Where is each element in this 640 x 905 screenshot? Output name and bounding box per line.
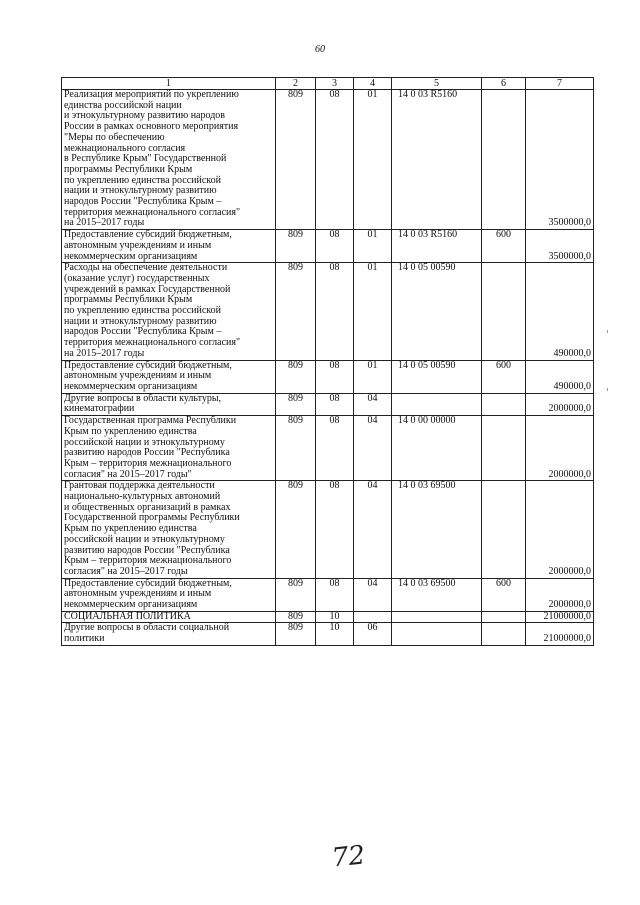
header-cell: 6 — [482, 78, 526, 90]
subsection-code: 04 — [354, 416, 392, 481]
description-line: российской нации и этнокультурному — [64, 533, 225, 545]
section-code: 08 — [316, 360, 354, 393]
description-line: национально-культурных автономий — [64, 491, 221, 503]
description-line: кинематографии — [64, 403, 135, 415]
expense-type-code: 600 — [482, 360, 526, 393]
description-line: народов России "Республика Крым – — [64, 326, 222, 338]
description-line: межнационального согласия — [64, 142, 186, 154]
expense-type-code — [482, 481, 526, 578]
description-line: на 2015–2017 годы — [64, 217, 145, 229]
description-line: Государственной программы Республики — [64, 512, 240, 524]
description-line: Грантовая поддержка деятельности — [64, 480, 215, 492]
description-line: некоммерческим организациям — [64, 380, 198, 392]
row-description — [62, 481, 276, 578]
description-line: Государственная программа Республики — [64, 415, 237, 427]
description-line: Крым – территория межнационального — [64, 457, 232, 469]
description-line: по укреплению единства российской — [64, 305, 222, 317]
description-line: России в рамках основного мероприятия — [64, 121, 239, 133]
row-description — [62, 230, 276, 263]
section-code: 08 — [316, 90, 354, 230]
description-line: развитию народов России "Республика — [64, 447, 230, 459]
description-line: программы Республики Крым — [64, 294, 193, 306]
target-article-code: 14 0 03 R5160 — [392, 230, 482, 263]
description-line: и общественных организаций в рамках — [64, 501, 231, 513]
ministry-code: 809 — [276, 578, 316, 611]
amount: 2000000,0 — [526, 416, 594, 481]
ministry-code: 809 — [276, 623, 316, 645]
target-article-code — [392, 393, 482, 415]
target-article-code: 14 0 05 00590 — [392, 263, 482, 360]
subsection-code — [354, 611, 392, 623]
description-line: единства российской нации — [64, 99, 182, 111]
subsection-code: 01 — [354, 230, 392, 263]
description-line: Предоставление субсидий бюджетным, — [64, 577, 232, 589]
section-code: 10 — [316, 623, 354, 645]
margin-mark — [607, 388, 608, 391]
amount: 2000000,0 — [526, 578, 594, 611]
description-line: на 2015–2017 годы — [64, 347, 145, 359]
ministry-code: 809 — [276, 481, 316, 578]
description-line: Предоставление субсидий бюджетным, — [64, 359, 232, 371]
table-row — [62, 90, 594, 230]
header-cell: 2 — [276, 78, 316, 90]
description-line: и этнокультурному развитию народов — [64, 110, 226, 122]
section-code: 08 — [316, 481, 354, 578]
description-line: нации и этнокультурному развитию — [64, 185, 217, 197]
section-code: 08 — [316, 263, 354, 360]
table-row — [62, 578, 594, 611]
row-description — [62, 611, 276, 623]
ministry-code: 809 — [276, 263, 316, 360]
description-line: автономным учреждениям и иным — [64, 239, 212, 251]
handwritten-page-number: 72 — [330, 840, 367, 874]
description-line: (оказание услуг) государственных — [64, 272, 210, 284]
header-cell: 5 — [392, 78, 482, 90]
description-line: Другие вопросы в области культуры, — [64, 392, 222, 404]
row-description — [62, 393, 276, 415]
description-line: народов России "Республика Крым – — [64, 196, 222, 208]
page-number: 60 — [315, 44, 325, 55]
expense-type-code — [482, 263, 526, 360]
description-line: некоммерческим организациям — [64, 599, 198, 611]
description-line: согласия" на 2015–2017 годы — [64, 565, 188, 577]
amount: 490000,0 — [526, 360, 594, 393]
description-line: в Республике Крым" Государственной — [64, 153, 227, 165]
expense-type-code — [482, 611, 526, 623]
table-row — [62, 481, 594, 578]
description-line: программы Республики Крым — [64, 163, 193, 175]
table-row — [62, 230, 594, 263]
description-line: по укреплению единства российской — [64, 174, 222, 186]
ministry-code: 809 — [276, 416, 316, 481]
ministry-code: 809 — [276, 230, 316, 263]
description-line: Крым – территория межнационального — [64, 555, 232, 567]
amount: 490000,0 — [526, 263, 594, 360]
expense-type-code — [482, 90, 526, 230]
row-description — [62, 623, 276, 645]
description-line: территория межнационального согласия" — [64, 337, 241, 349]
ministry-code: 809 — [276, 90, 316, 230]
table-row — [62, 416, 594, 481]
header-cell: 7 — [526, 78, 594, 90]
description-line: Крым по укреплению единства — [64, 523, 197, 535]
description-line: учреждений в рамках Государственной — [64, 283, 231, 295]
subsection-code: 06 — [354, 623, 392, 645]
target-article-code — [392, 623, 482, 645]
ministry-code: 809 — [276, 393, 316, 415]
section-code: 08 — [316, 578, 354, 611]
description-line: Предоставление субсидий бюджетным, — [64, 229, 232, 241]
description-line: Реализация мероприятий по укреплению — [64, 89, 239, 100]
row-description — [62, 360, 276, 393]
table-row — [62, 623, 594, 645]
description-line: территория межнационального согласия" — [64, 206, 241, 218]
target-article-code: 14 0 00 00000 — [392, 416, 482, 481]
table-header-row — [62, 78, 594, 90]
expense-type-code: 600 — [482, 578, 526, 611]
subsection-code: 04 — [354, 578, 392, 611]
ministry-code: 809 — [276, 360, 316, 393]
amount: 3500000,0 — [526, 230, 594, 263]
description-line: автономным учреждениям и иным — [64, 588, 212, 600]
row-description — [62, 578, 276, 611]
description-line: Другие вопросы в области социальной — [64, 622, 230, 634]
section-code: 08 — [316, 393, 354, 415]
subsection-code: 04 — [354, 393, 392, 415]
description-line: "Меры по обеспечению — [64, 131, 165, 143]
target-article-code: 14 0 03 R5160 — [392, 90, 482, 230]
amount: 21000000,0 — [526, 611, 594, 623]
section-code: 08 — [316, 416, 354, 481]
row-description — [62, 90, 276, 230]
expense-type-code — [482, 623, 526, 645]
expense-type-code — [482, 393, 526, 415]
amount: 2000000,0 — [526, 481, 594, 578]
subsection-code: 01 — [354, 360, 392, 393]
description-line: автономным учреждениям и иным — [64, 370, 212, 382]
header-cell: 4 — [354, 78, 392, 90]
budget-table — [61, 77, 594, 646]
header-cell: 3 — [316, 78, 354, 90]
description-line: российской нации и этнокультурному — [64, 436, 225, 448]
section-code: 10 — [316, 611, 354, 623]
target-article-code: 14 0 05 00590 — [392, 360, 482, 393]
target-article-code — [392, 611, 482, 623]
target-article-code: 14 0 03 69500 — [392, 481, 482, 578]
margin-mark — [607, 330, 608, 333]
target-article-code: 14 0 03 69500 — [392, 578, 482, 611]
amount: 3500000,0 — [526, 90, 594, 230]
expense-type-code — [482, 416, 526, 481]
table-row — [62, 263, 594, 360]
subsection-code: 04 — [354, 481, 392, 578]
row-description — [62, 416, 276, 481]
description-line: согласия" на 2015–2017 годы" — [64, 468, 192, 480]
header-cell: 1 — [62, 78, 276, 90]
description-line: политики — [64, 633, 105, 645]
expense-type-code: 600 — [482, 230, 526, 263]
description-line: СОЦИАЛЬНАЯ ПОЛИТИКА — [64, 610, 191, 622]
ministry-code: 809 — [276, 611, 316, 623]
subsection-code: 01 — [354, 90, 392, 230]
row-description — [62, 263, 276, 360]
description-line: нации и этнокультурному развитию — [64, 315, 217, 327]
table-row — [62, 393, 594, 415]
description-line: Расходы на обеспечение деятельности — [64, 262, 228, 274]
section-code: 08 — [316, 230, 354, 263]
amount: 21000000,0 — [526, 623, 594, 645]
table-row — [62, 360, 594, 393]
amount: 2000000,0 — [526, 393, 594, 415]
table-row — [62, 611, 594, 623]
description-line: Крым по укреплению единства — [64, 425, 197, 437]
description-line: развитию народов России "Республика — [64, 544, 230, 556]
description-line: некоммерческим организациям — [64, 250, 198, 262]
subsection-code: 01 — [354, 263, 392, 360]
